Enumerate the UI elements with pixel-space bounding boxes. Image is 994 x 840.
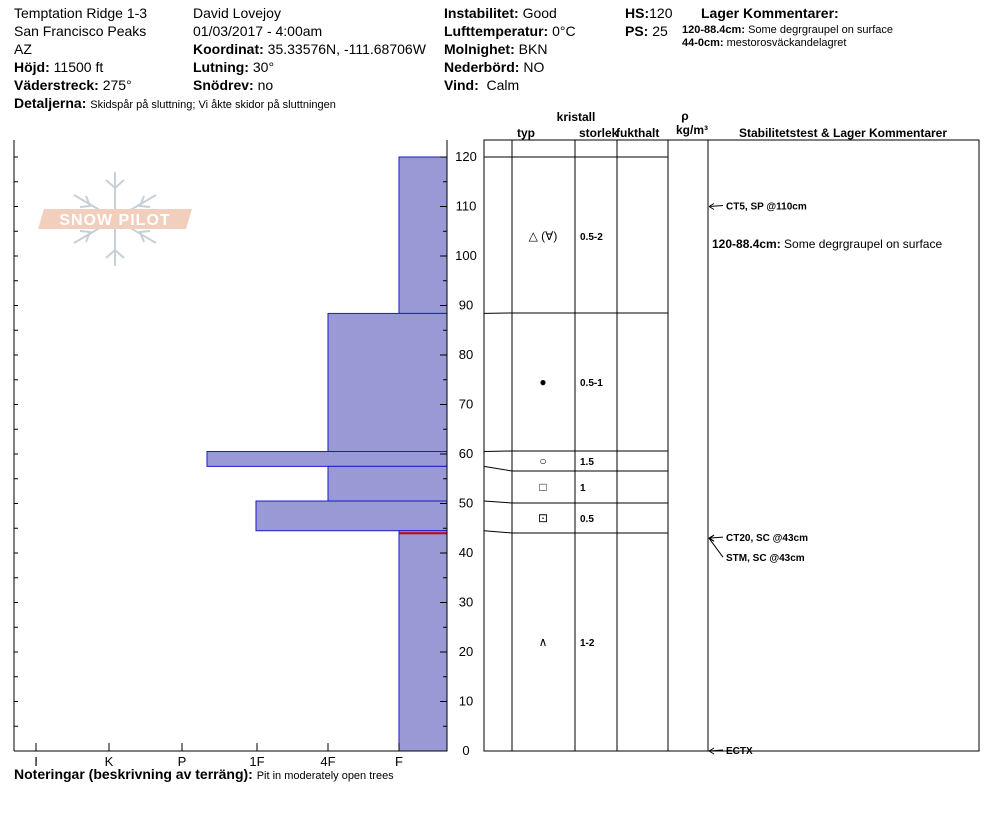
airtemp-label: Lufttemperatur: <box>444 23 549 39</box>
depth-tick-label: 30 <box>458 594 474 610</box>
grain-size: 1-2 <box>580 638 595 649</box>
depth-tick-label: 0 <box>462 743 470 758</box>
slope-label: Lutning: <box>193 59 249 75</box>
depth-tick-label: 70 <box>458 396 474 412</box>
state: AZ <box>14 41 32 57</box>
column-size: storlek <box>579 126 619 140</box>
coordinate-value: 35.33576N, -111.68706W <box>267 41 426 57</box>
notes-value: Pit in moderately open trees <box>256 770 394 782</box>
stability-annotations <box>709 202 942 758</box>
depth-tick-label: 110 <box>455 198 477 214</box>
grain-type: □ <box>539 480 547 494</box>
sky-value: BKN <box>518 41 548 57</box>
depth-tick-label: 40 <box>458 545 474 560</box>
coordinate-label: Koordinat: <box>193 41 264 57</box>
hardness-bar <box>328 313 447 451</box>
depth-tick-label: 120 <box>455 149 477 164</box>
date-time: 01/03/2017 - 4:00am <box>193 23 323 39</box>
layer-connector <box>484 451 512 452</box>
hardness-tick-label: P <box>177 754 187 769</box>
depth-tick-label: 50 <box>458 495 474 511</box>
hardness-tick-label: K <box>104 754 114 769</box>
wind-value: Calm <box>486 77 520 93</box>
layer-connector <box>484 466 512 471</box>
column-density-unit: kg/m³ <box>675 123 709 137</box>
aspect-label: Väderstreck: <box>14 77 99 93</box>
ps-value: 25 <box>652 23 668 39</box>
precip-value: NO <box>523 59 545 75</box>
layer-comment-text: Some degrgraupel on surface <box>748 24 893 36</box>
snowpilot-logo <box>38 172 192 266</box>
grain-type: ● <box>539 375 547 389</box>
details-value: Skidspår på sluttning; Vi åkte skidor på sluttningen <box>90 99 336 111</box>
grain-size: 0.5 <box>580 514 594 525</box>
stability-value: Good <box>522 5 557 21</box>
logo-text: SNOW PILOT <box>59 212 171 229</box>
depth-tick-label: 10 <box>458 693 474 709</box>
stability-test-label: STM, SC @43cm <box>726 553 805 565</box>
column-type: typ <box>517 126 535 140</box>
grain-type: △ (∀) <box>528 229 558 243</box>
depth-tick-label: 90 <box>458 297 474 313</box>
column-density-symbol: ρ <box>681 109 689 123</box>
grain-size: 1.5 <box>580 457 594 468</box>
layer-connector <box>484 501 512 503</box>
drift-label: Snödrev: <box>193 77 254 93</box>
layer-comment-range: 120-88.4cm: <box>712 237 785 252</box>
ps-label: PS: <box>625 23 649 39</box>
airtemp-value: 0°C <box>552 23 576 39</box>
layer-comment-range: 44-0cm: <box>682 37 724 49</box>
stability-test-label: CT5, SP @110cm <box>726 201 807 213</box>
hs-label: HS: <box>625 5 650 21</box>
slope-value: 30° <box>252 59 275 75</box>
drift-value: no <box>257 77 274 93</box>
aspect-value: 275° <box>102 77 132 93</box>
stability-test-label: ECTX <box>726 746 753 757</box>
hardness-bar <box>207 452 447 467</box>
location-name: Temptation Ridge 1-3 <box>14 5 148 21</box>
column-crystal: kristall <box>556 110 596 124</box>
notes-label: Noteringar (beskrivning av terräng): <box>14 766 253 782</box>
hs-value: 120 <box>649 5 673 21</box>
layer-comment-range: 120-88.4cm: <box>682 24 745 36</box>
hardness-tick-label: F <box>395 754 403 769</box>
grain-type: ○ <box>539 454 547 468</box>
grain-size: 1 <box>580 483 586 494</box>
precip-label: Nederbörd: <box>444 59 520 75</box>
elevation-label: Höjd: <box>14 59 50 75</box>
test-pointer <box>709 538 723 557</box>
hardness-tick-label: I <box>34 754 38 769</box>
table-border <box>484 140 979 751</box>
grain-size: 0.5-2 <box>580 232 603 243</box>
hardness-axis <box>34 743 403 769</box>
sky-label: Molnighet: <box>444 41 515 57</box>
layer-comment <box>712 237 942 251</box>
layer-comment-text: mestorosväckandelagret <box>726 37 847 49</box>
depth-tick-label: 60 <box>458 446 474 461</box>
stability-test-label: CT20, SC @43cm <box>726 533 809 545</box>
layer-comments-title: Lager Kommentarer: <box>701 5 839 21</box>
observer: David Lovejoy <box>193 5 281 21</box>
stability-label: Instabilitet: <box>444 5 519 21</box>
hardness-bar <box>328 466 447 501</box>
hardness-bar <box>399 157 447 313</box>
depth-tick-label: 80 <box>458 347 474 362</box>
hardness-layers <box>207 157 447 751</box>
depth-tick-label: 100 <box>455 248 477 263</box>
wind-label: Vind: <box>444 77 479 93</box>
grain-size: 0.5-1 <box>580 378 603 389</box>
mountain-range: San Francisco Peaks <box>14 23 147 39</box>
depth-tick-label: 20 <box>458 644 474 659</box>
column-stability: Stabilitetstest & Lager Kommentarer <box>738 126 948 140</box>
hardness-bar <box>399 531 447 751</box>
layer-connector <box>484 531 512 533</box>
layer-comment-text: Some degrgraupel on surface <box>784 237 943 252</box>
elevation-value: 11500 ft <box>53 59 104 75</box>
grain-type: ⊡ <box>537 511 549 525</box>
hardness-tick-label: 1F <box>249 754 265 769</box>
details-label: Detaljerna: <box>14 95 87 111</box>
grain-type: ∧ <box>538 635 548 649</box>
hardness-tick-label: 4F <box>320 754 336 769</box>
hardness-bar <box>256 501 447 531</box>
column-moisture: fukthalt <box>616 126 660 140</box>
